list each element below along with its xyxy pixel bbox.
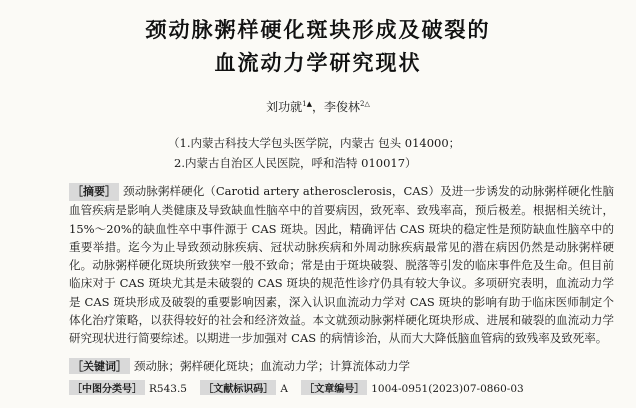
clc-label: ［中图分类号］ xyxy=(69,380,145,395)
paper-title-line-2: 血流动力学研究现状 xyxy=(214,50,422,75)
author-name: 李俊林 xyxy=(324,100,361,114)
abstract-text: 颈动脉粥样硬化（Carotid artery atherosclerosis，CAS）及进一步诱发的动脉粥样硬化性脑血管疾病是影响人类健康及导致缺血性脑卒中的首要病因，致死率、致残率高，预后极差。根据相关统计，15%～20%的缺血性卒中事件源于 CAS 斑块。因此，精确评估 CAS 斑块的稳定性是预防缺血性脑卒中的重要举措。迄今为止导致颈动脉疾病、冠状动脉疾病和外周动脉疾病最常见的潜在病因仍然是动脉粥样硬化。动脉粥样硬化斑块所致狭窄一般不致命；常是由于斑块破裂、脱落等引发的临床事件危及生命。但目前临床对于 CAS 斑块尤其是未破裂的 CAS 斑块的规范性诊疗仍具有较大争议。多项研究表明，血流动力学是 CAS 斑块形成及破裂的重要影响因素，深入认识血流动力学对 CAS 斑块的影响有助于临床医师制定个体化治疗策略，以获得较好的社会和经济效益。本文就颈动脉粥样硬化斑块形成、进展和破裂的血流动力学研究现状进行简要综述。以期进一步加强对 CAS 的病情诊治，从而大大降低脑血管病的致残率及致死率。 xyxy=(69,184,614,346)
keywords-text: 颈动脉；粥样硬化斑块；血流动力学；计算流体动力学 xyxy=(134,359,410,373)
abstract-label: ［摘要］ xyxy=(69,183,119,201)
author-affiliation-mark: 2△ xyxy=(360,100,370,108)
affiliation-2: 2.内蒙古自治区人民医院，呼和浩特 010017） xyxy=(174,156,417,170)
abstract-section xyxy=(69,182,614,348)
author-name: 刘功就 xyxy=(266,100,303,114)
author-affiliation-mark: 1▲ xyxy=(302,100,312,108)
article-number-value: 1004-0951(2023)07-0860-03 xyxy=(371,383,524,395)
keywords-section xyxy=(69,358,614,374)
paper-title-line-1: 颈动脉粥样硬化斑块形成及破裂的 xyxy=(145,17,491,42)
article-number-label: ［文章编号］ xyxy=(301,380,367,395)
classification-line xyxy=(69,380,614,395)
author-list xyxy=(0,98,636,115)
document-code-value: A xyxy=(280,383,288,395)
keywords-label: ［关键词］ xyxy=(69,358,130,374)
author-separator: ， xyxy=(311,100,324,114)
affiliation-1: （1.内蒙古科技大学包头医学院，内蒙古 包头 014000； xyxy=(168,136,461,150)
document-code-label: ［文献标识码］ xyxy=(200,380,276,395)
clc-value: R543.5 xyxy=(149,383,187,395)
